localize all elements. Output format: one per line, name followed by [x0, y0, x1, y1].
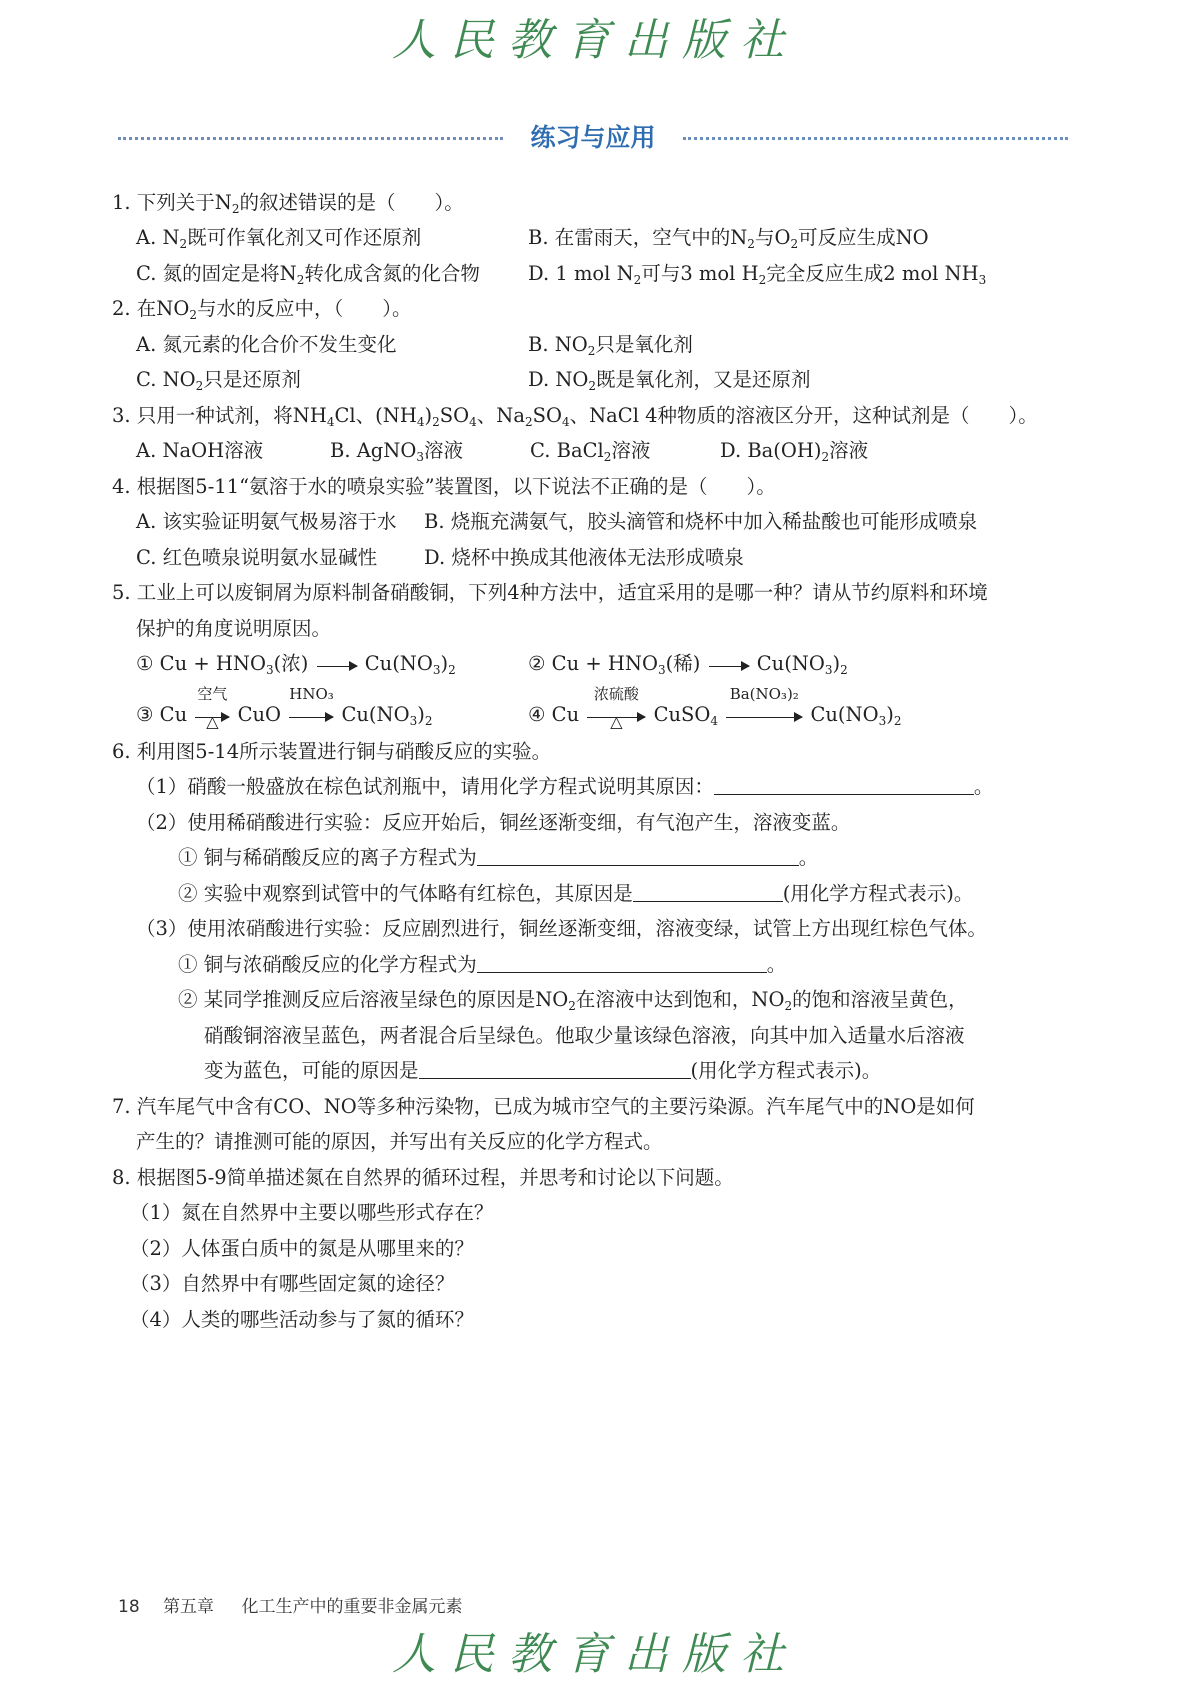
question-6-part-3-2-line-3: 变为蓝色，可能的原因是 (用化学方程式表示)。: [204, 1059, 882, 1082]
question-7-line-1: 7. 汽车尾气中含有CO、NO等多种污染物，已成为城市空气的主要污染源。汽车尾气中的NO是如何: [112, 1095, 975, 1118]
page-number: 18: [118, 1597, 140, 1617]
question-5-method-1: ① $Cu + HNO_3$(浓) $Cu(NO_3)_2$: [136, 652, 456, 677]
question-4-stem: 4. 根据图5-11“氨溶于水的喷泉实验”装置图，以下说法不正确的是（ ）。: [112, 475, 776, 498]
reaction-arrow: HNO₃: [289, 703, 333, 729]
reaction-arrow: [317, 652, 357, 678]
reaction-arrow: Ba(NO₃)₂: [726, 703, 802, 729]
question-8-stem: 8. 根据图5-9简单描述氮在自然界的循环过程，并思考和讨论以下问题。: [112, 1166, 734, 1189]
question-6-stem: 6. 利用图5-14所示装置进行铜与硝酸反应的实验。: [112, 740, 552, 763]
question-6-part-3-2-line-1: ② 某同学推测反应后溶液呈绿色的原因是$NO_2$在溶液中达到饱和，$NO_2$的饱和溶液呈黄色，: [178, 988, 968, 1013]
question-5-stem-line-1: 5. 工业上可以废铜屑为原料制备硝酸铜，下列4种方法中，适宜采用的是哪一种？请从节约原料和环境: [112, 581, 988, 604]
answer-blank[interactable]: [477, 954, 767, 973]
question-4-option-b: B. 烧瓶充满氨气，胶头滴管和烧杯中加入稀盐酸也可能形成喷泉: [424, 510, 978, 533]
question-2-stem: 2. 在$NO_2$与水的反应中，（ ）。: [112, 297, 412, 322]
question-6-part-2-1: ① 铜与稀硝酸反应的离子方程式为 。: [178, 846, 819, 869]
question-5-method-3: ③ Cu 空气 △ CuO HNO₃ $Cu(NO_3)_2$: [136, 684, 433, 731]
question-4-option-c: C. 红色喷泉说明氨水显碱性: [136, 546, 378, 569]
question-6-part-2-2: ② 实验中观察到试管中的气体略有红棕色，其原因是 (用化学方程式表示)。: [178, 882, 974, 905]
dotted-rule-left: [118, 137, 503, 140]
answer-blank[interactable]: [419, 1060, 691, 1079]
question-7-line-2: 产生的？请推测可能的原因，并写出有关反应的化学方程式。: [136, 1130, 663, 1153]
question-5-method-2: ② $Cu + HNO_3$(稀) $Cu(NO_3)_2$: [528, 652, 848, 677]
question-3-option-c: C. BaCl$_2$溶液: [530, 439, 651, 464]
reaction-arrow: [709, 652, 749, 678]
question-8-part-1: （1）氮在自然界中主要以哪些形式存在？: [130, 1201, 494, 1224]
publisher-logo-bottom: 人民教育出版社: [392, 1629, 798, 1680]
question-6-part-3: （3）使用浓硝酸进行实验：反应剧烈进行，铜丝逐渐变细，溶液变绿，试管上方出现红棕色气体。: [136, 917, 987, 940]
dotted-rule-right: [683, 137, 1068, 140]
section-header: [118, 118, 1068, 158]
reaction-arrow: 空气 △: [197, 684, 228, 731]
answer-blank[interactable]: [633, 883, 783, 902]
question-3-option-d: D. $Ba(OH)_2$溶液: [720, 439, 869, 464]
question-1-option-d: D. 1 mol $N_2$可与3 mol $H_2$完全反应生成2 mol $NH_3$: [528, 262, 987, 287]
question-6-part-1: （1）硝酸一般盛放在棕色试剂瓶中，请用化学方程式说明其原因： 。: [136, 775, 994, 798]
chapter-title: 化工生产中的重要非金属元素: [241, 1597, 463, 1617]
page-footer: [118, 1592, 462, 1617]
question-3-option-a: A. NaOH溶液: [136, 439, 264, 462]
chapter-label: 第五章: [163, 1597, 215, 1617]
question-6-part-3-1: ① 铜与浓硝酸反应的化学方程式为 。: [178, 953, 787, 976]
question-6-part-2: （2）使用稀硝酸进行实验：反应开始后，铜丝逐渐变细，有气泡产生，溶液变蓝。: [136, 811, 851, 834]
question-1-option-a: A. $N_2$既可作氧化剂又可作还原剂: [136, 226, 422, 251]
question-6-part-3-2-line-2: 硝酸铜溶液呈蓝色，两者混合后呈绿色。他取少量该绿色溶液，向其中加入适量水后溶液: [204, 1024, 965, 1047]
publisher-logo-top: 人民教育出版社: [392, 15, 798, 66]
question-1-stem: 1. 下列关于$N_2$的叙述错误的是（ ）。: [112, 191, 464, 216]
question-3-option-b: B. AgNO$_3$溶液: [330, 439, 463, 464]
question-8-part-3: （3）自然界中有哪些固定氮的途径？: [130, 1272, 455, 1295]
section-title: 练习与应用: [530, 123, 656, 152]
question-2-option-a: A. 氮元素的化合价不发生变化: [136, 333, 397, 356]
question-2-option-d: D. $NO_2$既是氧化剂，又是还原剂: [528, 368, 811, 393]
question-4-option-d: D. 烧杯中换成其他液体无法形成喷泉: [424, 546, 744, 569]
question-3-stem: 3. 只用一种试剂，将$NH_4Cl$、$(NH_4)_2SO_4$、$Na_2SO_4$、NaCl 4种物质的溶液区分开，这种试剂是（ ）。: [112, 404, 1038, 429]
answer-blank[interactable]: [477, 847, 799, 866]
reaction-arrow: 浓硫酸 △: [587, 703, 645, 729]
question-5-stem-line-2: 保护的角度说明原因。: [136, 617, 332, 640]
question-8-part-4: （4）人类的哪些活动参与了氮的循环？: [130, 1308, 474, 1331]
question-2-option-b: B. $NO_2$只是氧化剂: [528, 333, 693, 358]
question-2-option-c: C. $NO_2$只是还原剂: [136, 368, 301, 393]
question-8-part-2: （2）人体蛋白质中的氮是从哪里来的？: [130, 1237, 474, 1260]
question-4-option-a: A. 该实验证明氨气极易溶于水: [136, 510, 397, 533]
question-1-option-b: B. 在雷雨天，空气中的$N_2$与$O_2$可反应生成NO: [528, 226, 929, 251]
answer-blank[interactable]: [714, 776, 974, 795]
question-5-method-4: ④ Cu 浓硫酸 △ CuSO$_4$ Ba(NO₃)₂ $Cu(NO_3)_2$: [528, 684, 902, 731]
question-1-option-c: C. 氮的固定是将$N_2$转化成含氮的化合物: [136, 262, 480, 287]
